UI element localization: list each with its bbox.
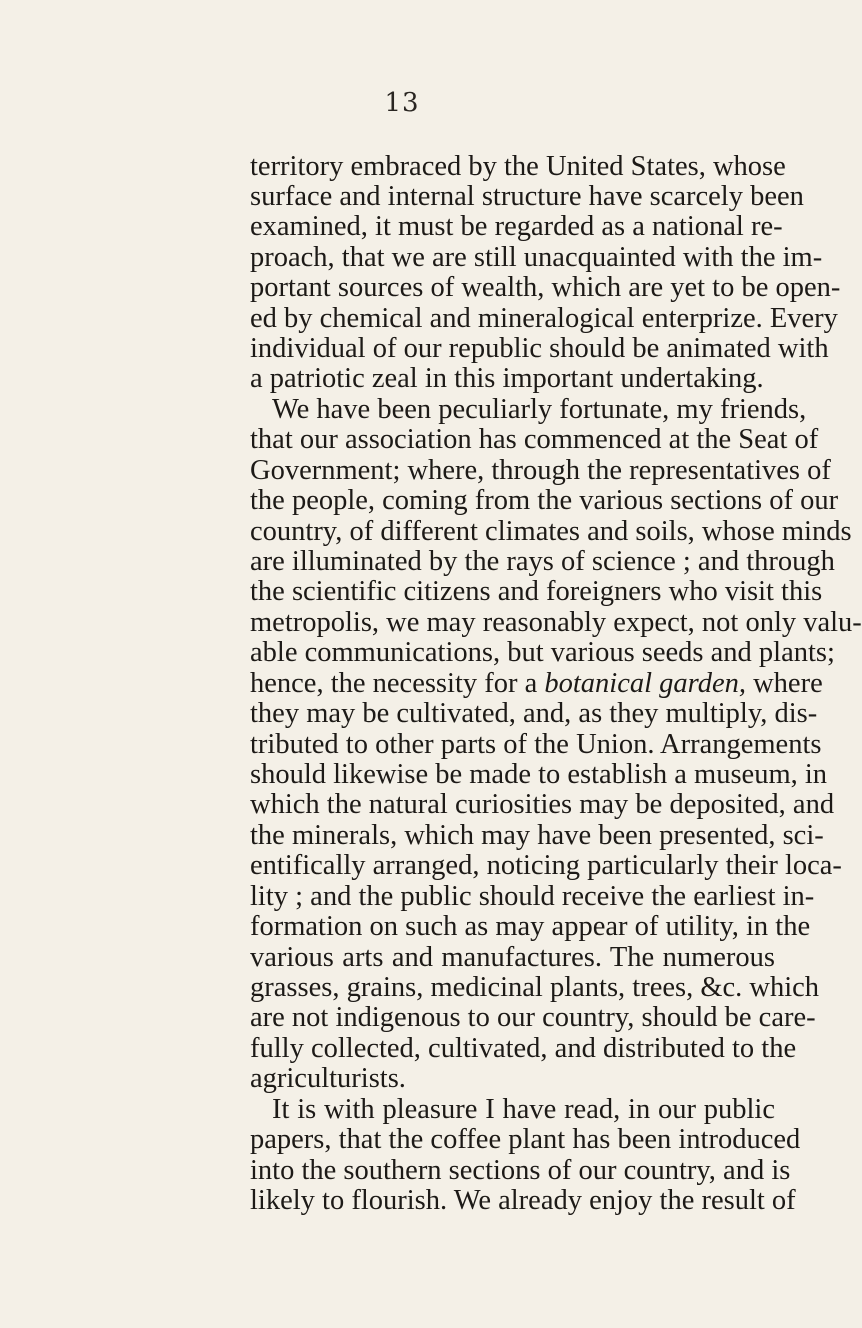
text-line: various arts and manufactures. The numerous [250,942,775,973]
text-line: metropolis, we may reasonably expect, not only valu- [250,607,862,638]
text-line: the minerals, which may have been presented, sci- [250,820,824,851]
text-line: likely to flourish. We already enjoy the result of [250,1185,796,1216]
line-text-segment: hence, the necessity for a [250,668,538,699]
text-line: are not indigenous to our country, should be care- [250,1002,816,1033]
text-line: ed by chemical and mineralogical enterprize. Every [250,303,838,334]
text-line: portant sources of wealth, which are yet to be open- [250,272,841,303]
paragraph-start-line: We have been peculiarly fortunate, my friends, [272,394,807,425]
text-line: able communications, but various seeds and plants; [250,637,835,668]
text-line: are illuminated by the rays of science ; and through [250,546,835,577]
text-line: proach, that we are still unacquainted with the im- [250,242,823,273]
text-line-with-italic [250,668,823,699]
text-line: the people, coming from the various sections of our [250,485,839,516]
text-line: into the southern sections of our country, and is [250,1155,791,1186]
text-line: Government; where, through the representatives of [250,455,831,486]
text-line: the scientific citizens and foreigners who visit this [250,576,823,607]
text-line: which the natural curiosities may be deposited, and [250,789,835,820]
text-line: entifically arranged, noticing particularly their loca- [250,850,842,881]
text-line: papers, that the coffee plant has been introduced [250,1124,801,1155]
text-line: tributed to other parts of the Union. Arrangements [250,729,822,760]
italic-phrase: botanical garden, [544,668,746,699]
text-line: agriculturists. [250,1063,406,1094]
paragraph-start-line: It is with pleasure I have read, in our public [272,1094,775,1125]
text-line: lity ; and the public should receive the earliest in- [250,881,815,912]
text-line: a patriotic zeal in this important undertaking. [250,363,764,394]
text-line: individual of our republic should be animated with [250,333,829,364]
text-line: grasses, grains, medicinal plants, trees, &c. which [250,972,820,1003]
text-line: surface and internal structure have scarcely been [250,181,804,212]
text-line: that our association has commenced at the Seat of [250,424,819,455]
text-line: they may be cultivated, and, as they multiply, dis- [250,698,818,729]
page-number: 13 [384,88,420,118]
text-line: territory embraced by the United States, whose [250,151,786,182]
text-line: country, of different climates and soils, whose minds [250,516,852,547]
text-line: examined, it must be regarded as a national re- [250,211,783,242]
text-line: fully collected, cultivated, and distributed to the [250,1033,797,1064]
text-line: formation on such as may appear of utility, in the [250,911,811,942]
line-text-segment: where [753,668,823,699]
text-line: should likewise be made to establish a museum, in [250,759,828,790]
